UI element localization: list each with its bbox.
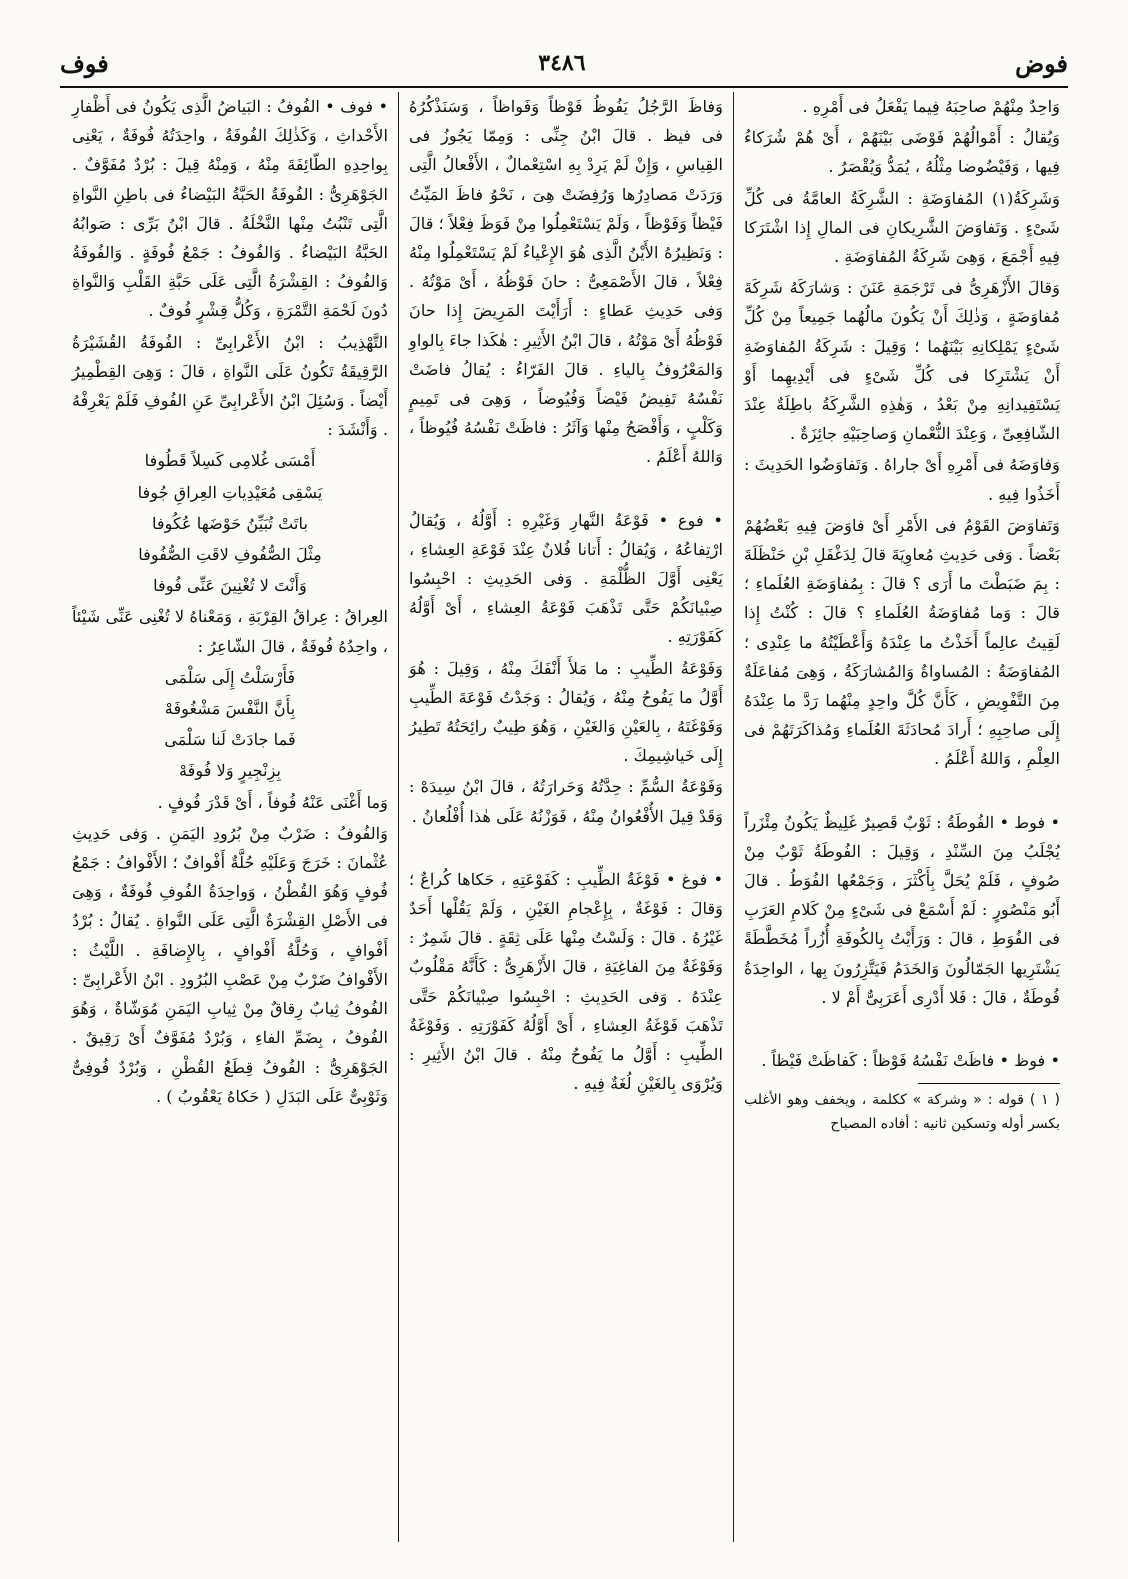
paragraph: وَفَوْعَةُ الطِّيبِ : ما مَلأَ أَنْفَكَ مِنْهُ ، وَقِيلَ : هُوَ أَوَّلُ ما يَفُوحُ مِنْهُ ، وَيُقالُ : وَجَدْتُ فَوْعَةَ الطِّيبِ وَفَوْغَتَهُ ، بِالعَيْنِ وَالغَيْنِ ، وَهُوَ طِيبٌ رائِحَتُهُ تَطِيرُ إِلَى خَياشِيمِكَ .: [409, 658, 723, 766]
entry-fwe: • فوع • فَوْعَةُ النَّهارِ وَغَيْرِهِ : أَوَّلُهُ ، وَيُقالُ ارْتِفاعُهُ ، وَيُقالُ : أَتانا فُلانٌ عِنْدَ فَوْعَةِ العِشاءِ ، يَعْنِى أَوَّلَ الظُّلْمَةِ . وَفى الحَدِيثِ : احْبِسُوا صِبْيانَكُمْ حَتَّى تَذْهَبَ فَوْعَةُ العِشاءِ ، أَىْ أَوَّلُهُ كَفَوْرَتِهِ .: [409, 510, 723, 647]
right-header-title: فوض: [1015, 48, 1068, 78]
paragraph: التَّهْذِيبُ : ابْنُ الأَعْرابِىِّ : الفُوفَةُ القُشَيْرَةُ الرَّقِيقَةُ تَكُونُ عَلَى النَّواةِ ، قالَ : وَهِىَ القِطْمِيرُ أَيْضاً . وَسُئِلَ ابْنُ الأَعْرابِىِّ عَنِ الفُوفِ فَلَمْ يَعْرِفْهُ . وَأَنْشَدَ :: [72, 332, 388, 440]
paragraph: وَفاوَضَهُ فى أَمْرِهِ أَىْ جاراهُ . وَتَفاوَضُوا الحَدِيثَ : أَخَذُوا فِيهِ .: [744, 455, 1060, 504]
right-column: [734, 92, 1070, 1542]
section-gap: [409, 472, 723, 506]
section-gap: [744, 774, 1060, 808]
paragraph: العِراقُ : عِراقُ القِرْبَةِ ، وَمَعْناهُ لا تُغْنِى عَنِّى شَيْئاً ، واحِدُهُ فُوفَةٌ ، قالَ الشّاعِرُ :: [72, 607, 388, 656]
page-number: ٣٤٨٦: [538, 50, 586, 76]
paragraph: وَما أَغْنَى عَنْهُ فُوفاً ، أَىْ قَدْرَ فُوفٍ .: [157, 792, 388, 812]
paragraph: وَقالَ الأَزْهَرِىُّ فى تَرْجَمَةِ عَنَنَ : وَشارَكَهُ شَرِكَةَ مُفاوَضَةٍ ، وَذٰلِكَ أَنْ يَكُونَ مالُهُما جَمِيعاً مِنْ كُلِّ شَىْءٍ يَمْلِكانِهِ بَيْنَهُما ؛ وَقِيلَ : شَرِكَةُ المُفاوَضَةِ أَنْ يَشْتَرِكا فى كُلِّ شَىْءٍ فى أَيْدِيهِما أَوْ يَسْتَفِيدانِهِ مِنْ بَعْدُ ، وَهٰذِهِ الشَّرِكَةُ باطِلَةٌ عِنْدَ الشّافِعِىِّ ، وَعِنْدَ النُّعْمانِ وَصاحِبَيْهِ جائِزَةٌ .: [744, 278, 1060, 444]
entry-fwg: • فوغ • فَوْغَةُ الطِّيبِ : كَفَوْعَتِهِ ، حَكاها كُراعٌ ؛ وَقالَ : فَوْغَةٌ ، بِإِعْجامِ الغَيْنِ ، وَلَمْ يَقُلْها أَحَدٌ غَيْرُهُ . قالَ : وَلَسْتُ مِنْها عَلَى ثِقَةٍ . قالَ شَمِرٌ : وَفَوْغَةٌ مِنَ الفاغِيَةِ ، قالَ الأَزْهَرِىُّ : كَأَنَّهُ مَقْلُوبٌ عِنْدَهُ . وَفى الحَدِيثِ : احْبِسُوا صِبْيانَكُمْ حَتَّى تَذْهَبَ فَوْغَةُ العِشاءِ ، أَىْ أَوَّلُهُ كَفَوْرَتِهِ . وَفَوْغَةُ الطِّيبِ : أَوَّلُ ما يَفُوحُ مِنْهُ . قالَ ابْنُ الأَثِيرِ : وَيُرْوَى بِالغَيْنِ لُغَةٌ فِيهِ .: [409, 869, 723, 1094]
verse-line: فَأَرْسَلْتُ إِلَى سَلْمَى: [164, 667, 296, 687]
footnote: ( ١ ) قوله : « وشركة » ككلمة ، ويخفف وهو الأغلب بكسر أوله وتسكين ثانيه : أفاده المصباح: [744, 1092, 1061, 1133]
paragraph: وَيُقالُ : أَمْوالُهُمْ فَوْضَى بَيْنَهُمْ ، أَىْ هُمْ شُرَكاءُ فِيها ، وَفَيْضُوضا مِثْلُهُ ، يُمَدُّ وَيُقْصَرُ .: [744, 128, 1060, 177]
page-header: [60, 40, 1068, 88]
left-column: [62, 92, 398, 1542]
verse-line: مِثْلَ الصُّفُوفِ لاقَتِ الصُّفُوفا: [138, 545, 322, 565]
section-gap: [409, 831, 723, 865]
paragraph: وَتَفاوَضَ القَوْمُ فى الأَمْرِ أَىْ فاوَضَ فِيهِ بَعْضُهُمْ بَعْضاً . وَفى حَدِيثِ مُعاوِيَةَ قالَ لِدَغْفَلِ بْنِ حَنْظَلَةَ : بِمَ ضَبَطْتَ ما أَرَى ؟ قالَ : بِمُفاوَضَةِ العُلَماءِ ؛ قالَ : وَما مُفاوَضَةُ العُلَماءِ ؟ قالَ : كُنْتُ إِذا لَقِيتُ عالِماً أَخَذْتُ ما عِنْدَهُ وَأَعْطَيْتُهُ ما عِنْدِى ؛ المُفاوَضَةُ : المُساواةُ وَالمُشارَكَةُ ، وَهِىَ مُفاعَلَةٌ مِنَ التَّفْوِيضِ ، كَأَنَّ كُلَّ واحِدٍ مِنْهُما رَدَّ ما عِنْدَهُ إِلَى صاحِبِهِ ؛ أَرادَ مُحادَثَةَ العُلَماءِ وَمُذاكَرَتَهُمْ فى العِلْمِ ، وَاللهُ أَعْلَمُ .: [744, 515, 1060, 769]
text-columns: [62, 92, 1070, 1542]
paragraph: وَفَوْعَةُ السُّمِّ : حِدَّتُهُ وَحَرارَتُهُ ، قالَ ابْنُ سِيدَهْ : وَقَدْ قِيلَ الأُفْعُوانُ مِنْهُ ، فَوَزْنُهُ عَلَى هٰذا أُفْلُعانُ .: [409, 777, 723, 826]
paragraph: وَشَرِكَةُ(١) المُفاوَضَةِ : الشَّرِكَةُ العامَّةُ فى كُلِّ شَىْءٍ . وَتَفاوَضَ الشَّرِيكانِ فى المالِ إِذا اشْتَرَكا فِيهِ أَجْمَعَ ، وَهِىَ شَرِكَةُ المُفاوَضَةِ .: [744, 188, 1060, 267]
left-header-title: فوف: [60, 48, 109, 78]
section-gap: [744, 1012, 1060, 1046]
paragraph: وَاحِدٌ مِنْهُمْ صاحِبَهُ فِيما يَفْعَلُ فى أَمْرِهِ .: [802, 97, 1060, 116]
paragraph: وَفاظَ الرَّجُلُ يَفُوظُ فَوْظاً وَفَواظاً ، وَسَنَذْكُرُهُ فى فيظ . قالَ ابْنُ جِنِّى : وَمِمّا يَجُوزُ فى القِياسِ ، وَإِنْ لَمْ يَرِدْ بِهِ اسْتِعْمالٌ ، الأَفْعالُ الَّتِى وَرَدَتْ مَصادِرُها وَرُفِضَتْ هِىَ ، نَحْوُ فاظَ المَيِّتُ فَيْظاً وَفَوْظاً ، وَلَمْ يَسْتَعْمِلُوا مِنْ فَوَظَ فِعْلاً ؛ قالَ : وَنَظِيرُهُ الأَيْنُ الَّذِى هُوَ الإِعْياءُ لَمْ يَسْتَعْمِلُوا مِنْهُ فِعْلاً ، قالَ الأَصْمَعِىُّ : حانَ فَوْظُهُ ، أَىْ مَوْتُهُ . وَفى حَدِيثِ عَطاءٍ : أَرَأَيْتَ المَرِيضَ إِذا حانَ فَوْظُهُ أَىْ مَوْتُهُ ، قالَ ابْنُ الأَثِيرِ : هٰكَذا جاءَ بِالواوِ وَالمَعْرُوفُ بِالياءِ . قالَ الفَرّاءُ : يُقالُ فاضَتْ نَفْسُهُ تَفِيضُ فَيْضاً وَفُيُوضاً ، وَهِىَ فى تَمِيمٍ وَكَلْبٍ ، وَأَفْصَحُ مِنْها وَآثَرُ : فاظَتْ نَفْسُهُ فُيُوظاً ، وَاللهُ أَعْلَمُ .: [409, 97, 723, 467]
paragraph: وَالفُوفُ : ضَرْبٌ مِنْ بُرُودِ اليَمَنِ . وَفى حَدِيثِ عُثْمانَ : خَرَجَ وَعَلَيْهِ حُلَّةٌ أَفْوافٌ ؛ الأَفْوافُ : جَمْعُ فُوفٍ وَهُوَ القُطْنُ ، وَواحِدَةُ الفُوفِ فُوفَةٌ ، وَهِىَ فى الأَصْلِ القِشْرَةُ الَّتِى عَلَى النَّواةِ . يُقالُ : بُرْدُ أَفْوافٍ ، وَحُلَّةُ أَفْوافٍ ، بِالإِضافَةِ . اللَّيْثُ : الأَفْوافُ ضَرْبٌ مِنْ عَصْبِ البُرُودِ . ابْنُ الأَعْرابِىِّ : الفُوفُ ثِيابٌ رِقاقٌ مِنْ ثِيابِ اليَمَنِ مُوَشّاةٌ ، وَهُوَ الفُوفُ ، بِضَمِّ الفاءِ ، وَبُرْدٌ مُفَوَّفٌ أَىْ رَقِيقٌ . الجَوْهَرِىُّ : الفُوفُ قِطَعُ القُطْنِ ، وَبُرْدٌ فُوفِىٌّ وَثَوْبِىٌّ عَلَى البَدَلِ ( حَكاهُ يَعْقُوبُ ) .: [72, 823, 388, 1106]
entry-fwz: • فوظ • فاظَتْ نَفْسُهُ فَوْظاً : كَفاظَتْ فَيْظاً .: [761, 1051, 1060, 1071]
verse-line: يَسْقِى مُعَيْدِياتِ العِراقِ جُوفا: [137, 482, 323, 502]
verse-line: بِأَنَّ النَّفْسَ مَشْغُوفَهْ: [164, 699, 296, 719]
verse-line: بِزِنْجِيرٍ وَلا فُوفَهْ: [178, 761, 282, 781]
verse-line: أَمْسَى غُلامِى كَسِلاً قَطُوفا: [144, 451, 316, 471]
verse-line: فَما جادَتْ لَنا سَلْمَى: [164, 730, 296, 750]
verse-line: باتَتْ تُبَيِّنُ حَوْضَها عُكُوفا: [151, 513, 308, 533]
verse-line: وَأَنْتَ لا تُغْنِينَ عَنِّى فُوفا: [153, 576, 307, 596]
entry-fwf: • فوف • الفُوفُ : البَياضُ الَّذِى يَكُونُ فى أَظْفارِ الأَحْداثِ ، وَكَذٰلِكَ الفُوفَةُ ، واحِدَتُهُ فُوفَةٌ ، يَعْنِى بِواحِدِهِ الطّائِفَةَ مِنْهُ ، وَمِنْهُ قِيلَ : بُرْدٌ مُفَوَّفٌ . الجَوْهَرِىُّ : الفُوفَةُ الحَبَّةُ البَيْضاءُ فى باطِنِ النَّواةِ الَّتِى تَنْبُتُ مِنْها النَّخْلَةُ . قالَ ابْنُ بَرِّى : صَوابُهُ الحَبَّةُ البَيْضاءُ . وَالفُوفُ : جَمْعُ فُوفَةٍ . وَالفُوفَةُ وَالفُوفُ : القِشْرَةُ الَّتِى عَلَى حَبَّةِ القَلْبِ وَالنَّواةِ دُونَ لَحْمَةِ التَّمْرَةِ ، وَكُلُّ قِشْرٍ فُوفٌ .: [72, 97, 388, 321]
middle-column: [398, 92, 734, 1542]
footnote-divider: [918, 1083, 1060, 1084]
entry-fwt: • فوط • الفُوطَةُ : ثَوْبٌ قَصِيرٌ غَلِيظٌ يَكُونُ مِئْزَراً يُجْلَبُ مِنَ السِّنْدِ ، وَقِيلَ : الفُوطَةُ ثَوْبٌ مِنْ صُوفٍ ، فَلَمْ يُحَلَّ بِأَكْثَرَ ، وَجَمْعُها الفُوَطُ . قالَ أَبُو مَنْصُورٍ : لَمْ أَسْمَعْ فى شَىْءٍ مِنْ كَلامِ العَرَبِ فى الفُوَطِ ، قالَ : وَرَأَيْتُ بِالكُوفَةِ أُزُراً مُخَطَّطَةً يَشْتَرِيها الجَمّالُونَ وَالخَدَمُ فَيَتَّزِرُونَ بِها ، الواحِدَةُ فُوطَةٌ ، قالَ : فَلا أَدْرِى أَعَرَبِىٌّ أَمْ لا .: [744, 812, 1060, 1007]
